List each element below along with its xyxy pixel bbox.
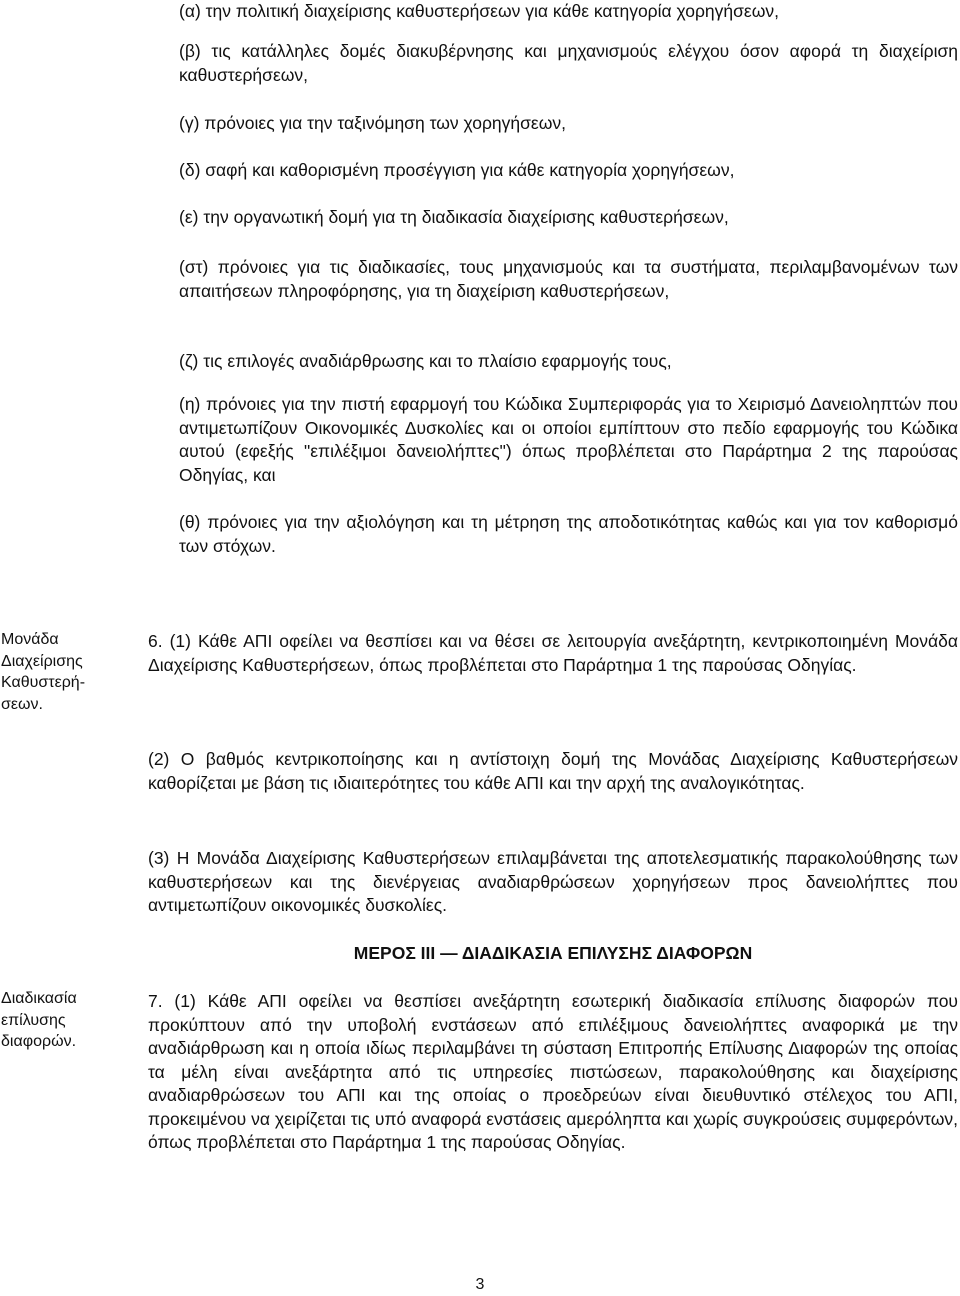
section-heading: ΜΕΡΟΣ ΙΙΙ — ΔΙΑΔΙΚΑΣΙΑ ΕΠΙΛΥΣΗΣ ΔΙΑΦΟΡΩΝ	[353, 943, 753, 963]
list-item-b: (β) τις κατάλληλες δομές διακυβέρνησης και μηχανισμούς ελέγχου όσον αφορά τη διαχείριση καθυστερήσεων,	[179, 41, 958, 85]
list-item-st: (στ) πρόνοιες για τις διαδικασίες, τους μηχανισμούς και τα συστήματα, περιλαμβανομένων των απαιτήσεων πληροφόρησης, για τη διαχείριση καθυστερήσεων,	[179, 257, 958, 301]
paragraph-6-2: (2) Ο βαθμός κεντρικοποίησης και η αντίστοιχη δομή της Μονάδας Διαχείρισης Καθυστερήσεων καθορίζεται με βάση τις ιδιαιτερότητες του κάθε ΑΠΙ και την αρχή της αναλογικότητας.	[148, 749, 958, 793]
paragraph-6-3: (3) Η Μονάδα Διαχείρισης Καθυστερήσεων επιλαμβάνεται της αποτελεσματικής παρακολούθησης των καθυστερήσεων και της διενέργειας αναδιαρθρώσεων χορηγήσεων προς δανειολήπτες που αντιμετωπίζουν οικονομικές δυσκολίες.	[148, 848, 958, 915]
margin-note-line: Διαχείρισης	[1, 652, 83, 670]
margin-note-procedure	[1, 988, 119, 1053]
paragraph-6-1: 6. (1) Κάθε ΑΠΙ οφείλει να θεσπίσει και να θέσει σε λειτουργία ανεξάρτητη, κεντρικοποιημένη Μονάδα Διαχείρισης Καθυστερήσεων, όπως προβλέπεται στο Παράρτημα 1 της παρούσας Οδηγίας.	[148, 631, 958, 675]
margin-note-line: διαφορών.	[1, 1033, 77, 1050]
margin-note-line: επίλυσης	[1, 1011, 66, 1029]
list-item-z: (ζ) τις επιλογές αναδιάρθρωσης και το πλαίσιο εφαρμογής τους,	[179, 351, 672, 371]
list-item-d: (δ) σαφή και καθορισμένη προσέγγιση για κάθε κατηγορία χορηγήσεων,	[179, 160, 735, 180]
margin-note-line: Καθυστερή-	[1, 674, 86, 691]
margin-note-unit	[1, 629, 119, 715]
list-item-c: (γ) πρόνοιες για την ταξινόμηση των χορηγήσεων,	[179, 113, 567, 133]
list-item-th: (θ) πρόνοιες για την αξιολόγηση και τη μέτρηση της αποδοτικότητας καθώς και για τον καθορισμό των στόχων.	[179, 512, 958, 556]
list-item-e: (ε) την οργανωτική δομή για τη διαδικασία διαχείρισης καθυστερήσεων,	[179, 207, 729, 227]
margin-note-line: σεων.	[1, 695, 43, 713]
paragraph-7-1: 7. (1) Κάθε ΑΠΙ οφείλει να θεσπίσει ανεξάρτητη εσωτερική διαδικασία επίλυσης διαφορών που προκύπτουν από την υποβολή ενστάσεων από επιλέξιμους δανειολήπτες αναφορικά με την αναδιάρθρωση και η οποία ιδίως περιλαμβάνει τη σύσταση Επιτροπής Επίλυσης Διαφορών της οποίας τα μέλη είναι ανεξάρτητα από τις υπηρεσίες πιστώσεων, παρακολούθησης και διαχείρισης αναδιαρθρώσεων του ΑΠΙ και της οποίας ο προεδρεύων είναι διευθυντικό στέλεχος του ΑΠΙ, προκειμένου να χειρίζεται τις υπό αναφορά ενστάσεις αμερόληπτα και χωρίς συγκρούσεις συμφερόντων, όπως προβλέπεται στο Παράρτημα 1 της παρούσας Οδηγίας.	[148, 991, 958, 1152]
page-number: 3	[475, 1276, 485, 1293]
margin-note-line: Διαδικασία	[1, 990, 77, 1007]
list-item-i: (η) πρόνοιες για την πιστή εφαρμογή του Κώδικα Συμπεριφοράς για το Χειρισμό Δανειοληπτών που αντιμετωπίζουν Οικονομικές Δυσκολίες και οι οποίοι εμπίπτουν στο πεδίο εφαρμογής του Κώδικα αυτού (εφεξής "επιλέξιμοι δανειολήπτες") όπως προβλέπεται στο Παράρτημα 2 της παρούσας Οδηγίας, και	[179, 394, 958, 485]
margin-note-line: Μονάδα	[1, 631, 59, 648]
list-item-a: (α) την πολιτική διαχείρισης καθυστερήσεων για κάθε κατηγορία χορηγήσεων,	[179, 1, 779, 21]
